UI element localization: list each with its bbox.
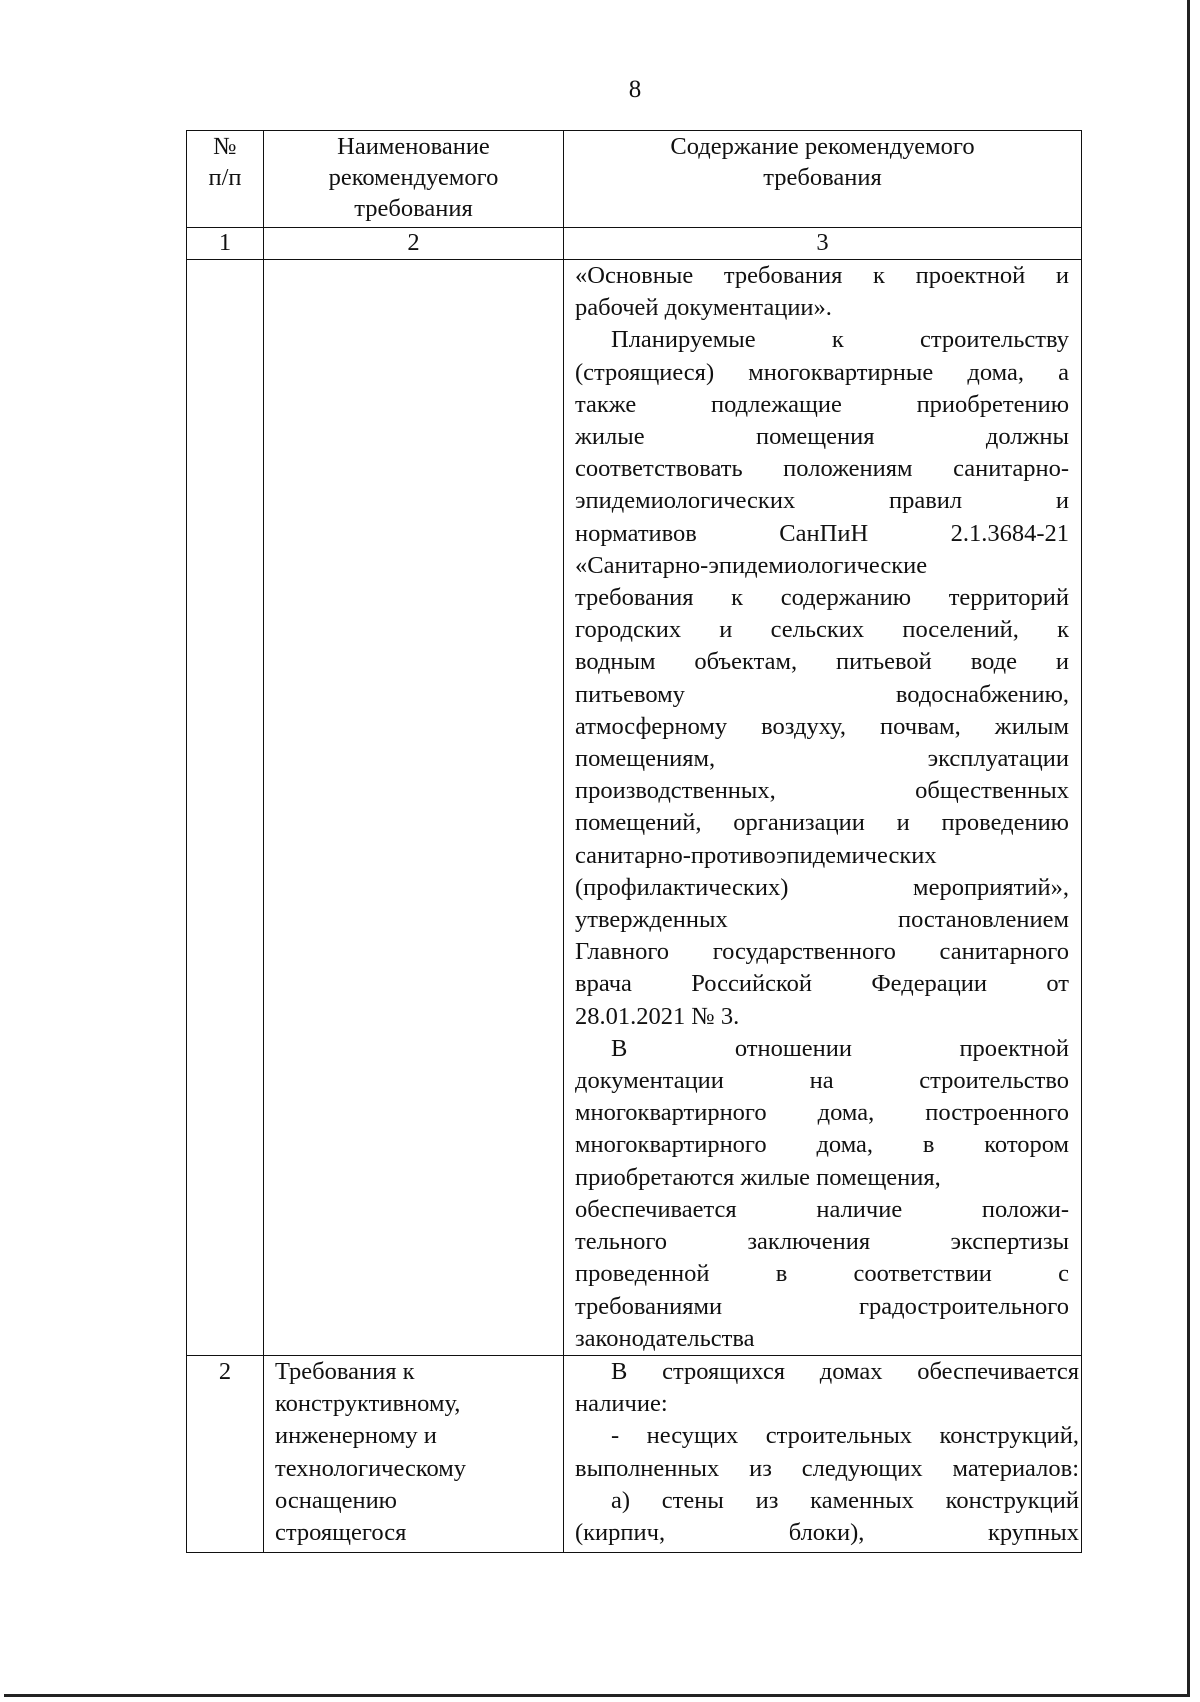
row-name-cell	[264, 260, 564, 1356]
content-line: тельного заключения экспертизы	[575, 1228, 1069, 1256]
content-line: проведенной в соответствии с	[575, 1260, 1069, 1288]
header-name	[264, 131, 564, 228]
content-line: многоквартирного дома, в котором	[575, 1131, 1069, 1159]
content-line: соответствовать положениям санитарно-	[575, 455, 1069, 483]
row-content-cell	[564, 260, 1082, 1356]
header-line: рекомендуемого	[328, 164, 499, 191]
header-line: Наименование	[337, 133, 490, 160]
content-line: а) стены из каменных конструкций	[611, 1486, 1079, 1514]
content-line: выполненных из следующих материалов:	[575, 1454, 1079, 1482]
content-line: также подлежащие приобретению	[575, 390, 1069, 418]
name-line: инженерному и	[275, 1422, 437, 1450]
header-line: требования	[763, 164, 882, 191]
header-line: №	[213, 133, 237, 160]
content-line: жилые помещения должны	[575, 423, 1069, 451]
content-line: помещениям, эксплуатации	[575, 745, 1069, 773]
header-line: Содержание рекомендуемого	[670, 133, 975, 160]
content-line: (кирпич, блоки), крупных	[575, 1518, 1079, 1546]
requirements-table	[186, 130, 1082, 1553]
content-line: врача Российской Федерации от	[575, 970, 1069, 998]
content-line: 28.01.2021 № 3.	[575, 1002, 740, 1030]
header-content	[564, 131, 1082, 228]
content-line: требования к содержанию территорий	[575, 584, 1069, 612]
content-line: Главного государственного санитарного	[575, 938, 1069, 966]
name-line: Требования к	[275, 1357, 415, 1385]
content-line: санитарно-противоэпидемических	[575, 841, 937, 869]
name-line: строящегося	[275, 1518, 407, 1546]
name-line: технологическому	[275, 1454, 467, 1482]
content-line: приобретаются жилые помещения,	[575, 1163, 941, 1191]
row-number-cell: 2	[187, 1355, 264, 1552]
content-line: В строящихся домах обеспечивается	[611, 1357, 1079, 1385]
header-line: требования	[354, 195, 473, 222]
content-line: производственных, общественных	[575, 777, 1069, 805]
table-header-row	[187, 131, 1082, 228]
content-line: В отношении проектной	[611, 1034, 1069, 1062]
content-line: водным объектам, питьевой воде и	[575, 648, 1069, 676]
content-line: «Санитарно-эпидемиологические	[575, 551, 928, 579]
content-line: (профилактических) мероприятий»,	[575, 873, 1069, 901]
header-number	[187, 131, 264, 228]
table-row	[187, 1355, 1082, 1552]
column-number-row	[187, 228, 1082, 260]
table-row	[187, 260, 1082, 1356]
content-line: «Основные требования к проектной и	[575, 262, 1069, 289]
content-line: наличие:	[575, 1390, 668, 1418]
content-line: помещений, организации и проведению	[575, 809, 1069, 837]
content-line: нормативов СанПиН 2.1.3684-21	[575, 519, 1069, 547]
content-line: (строящиеся) многоквартирные дома, а	[575, 358, 1069, 386]
page-number: 8	[628, 76, 642, 103]
name-line: оснащению	[275, 1486, 397, 1514]
content-line: требованиями градостроительного	[575, 1292, 1069, 1320]
column-number: 3	[564, 228, 1082, 260]
header-line: п/п	[208, 164, 242, 191]
row-number-cell	[187, 260, 264, 1356]
column-number: 1	[187, 228, 264, 260]
content-line: атмосферному воздуху, почвам, жилым	[575, 712, 1069, 740]
row-content-cell	[564, 1355, 1082, 1552]
name-line: конструктивному,	[275, 1390, 461, 1418]
content-line: законодательства	[575, 1324, 755, 1352]
content-line: утвержденных постановлением	[575, 906, 1069, 934]
content-line: эпидемиологических правил и	[575, 487, 1069, 515]
content-line: рабочей документации».	[575, 294, 832, 322]
content-line: многоквартирного дома, построенного	[575, 1099, 1069, 1127]
content-line: Планируемые к строительству	[611, 326, 1069, 354]
content-line: обеспечивается наличие положи-	[575, 1195, 1069, 1223]
content-line: городских и сельских поселений, к	[575, 616, 1069, 644]
column-number: 2	[264, 228, 564, 260]
content-line: питьевому водоснабжению,	[575, 680, 1069, 708]
content-line: документации на строительство	[575, 1067, 1069, 1095]
content-line: - несущих строительных конструкций,	[611, 1422, 1079, 1450]
row-name-cell	[264, 1355, 564, 1552]
